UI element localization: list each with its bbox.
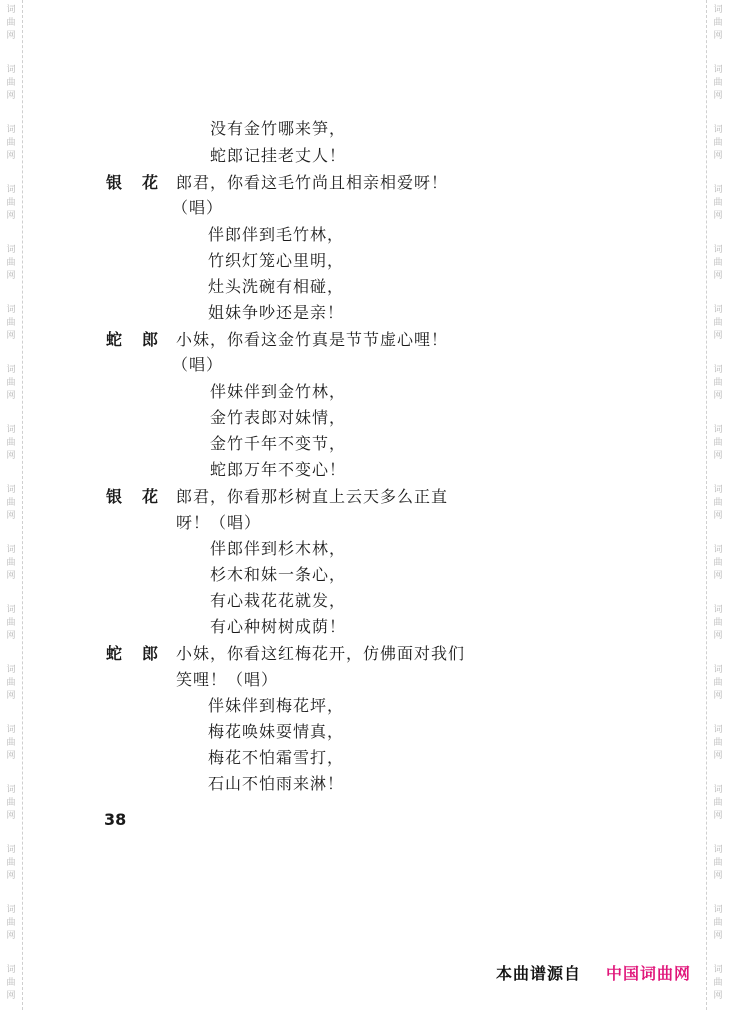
watermark-block: 词 曲 网 bbox=[6, 965, 16, 1001]
verse-line: 伴妹伴到梅花坪， bbox=[208, 696, 345, 715]
watermark-block: 词 曲 网 bbox=[713, 845, 723, 881]
watermark-block: 词 曲 网 bbox=[713, 65, 723, 101]
watermark-block: 词 曲 网 bbox=[713, 965, 723, 1001]
verse-line: 有心种树树成荫！ bbox=[210, 617, 347, 636]
watermark-block: 词 曲 网 bbox=[713, 905, 723, 941]
verse-line: 没有金竹哪来笋， bbox=[210, 119, 347, 138]
watermark-block: 词 曲 网 bbox=[713, 365, 723, 401]
watermark-block: 词 曲 网 bbox=[6, 545, 16, 581]
verse-line: 竹织灯笼心里明， bbox=[208, 251, 345, 270]
watermark-block: 词 曲 网 bbox=[6, 305, 16, 341]
sing-cue: （唱） bbox=[172, 355, 224, 374]
watermark-block: 词 曲 网 bbox=[713, 305, 723, 341]
speaker-name: 蛇郎 bbox=[106, 644, 179, 663]
watermark-block: 词 曲 网 bbox=[6, 65, 16, 101]
watermark-block: 词 曲 网 bbox=[6, 905, 16, 941]
page-number: 38 bbox=[104, 810, 127, 829]
watermark-block: 词 曲 网 bbox=[713, 725, 723, 761]
watermark-block: 词 曲 网 bbox=[713, 665, 723, 701]
watermark-block: 词 曲 网 bbox=[6, 245, 16, 281]
watermark-block: 词 曲 网 bbox=[6, 125, 16, 161]
right-watermark-column bbox=[706, 0, 729, 1010]
verse-line: 姐妹争吵还是亲！ bbox=[208, 303, 345, 322]
dialogue-line-continued: 笑哩！（唱） bbox=[176, 670, 279, 689]
watermark-block: 词 曲 网 bbox=[6, 785, 16, 821]
verse-line: 灶头洗碗有相碰， bbox=[208, 277, 345, 296]
dialogue-line: 小妹，你看这金竹真是节节虚心哩！ bbox=[176, 330, 449, 349]
verse-line: 金竹表郎对妹情， bbox=[210, 408, 347, 427]
verse-line: 杉木和妹一条心， bbox=[210, 565, 347, 584]
watermark-block: 词 曲 网 bbox=[713, 545, 723, 581]
watermark-block: 词 曲 网 bbox=[6, 725, 16, 761]
watermark-block: 词 曲 网 bbox=[713, 785, 723, 821]
verse-line: 金竹千年不变节， bbox=[210, 434, 347, 453]
watermark-block: 词 曲 网 bbox=[6, 425, 16, 461]
watermark-block: 词 曲 网 bbox=[713, 245, 723, 281]
speaker-name: 蛇郎 bbox=[106, 330, 179, 349]
watermark-block: 词 曲 网 bbox=[713, 425, 723, 461]
dialogue-line: 郎君，你看这毛竹尚且相亲相爱呀！ bbox=[176, 173, 449, 192]
dialogue-line: 郎君，你看那杉树直上云天多么正直 bbox=[176, 487, 449, 506]
watermark-block: 词 曲 网 bbox=[6, 485, 16, 521]
speaker-name: 银花 bbox=[106, 487, 179, 506]
watermark-block: 词 曲 网 bbox=[6, 845, 16, 881]
watermark-block: 词 曲 网 bbox=[713, 605, 723, 641]
watermark-block: 词 曲 网 bbox=[6, 665, 16, 701]
watermark-block: 词 曲 网 bbox=[6, 5, 16, 41]
verse-line: 伴妹伴到金竹林， bbox=[210, 382, 347, 401]
verse-line: 伴郎伴到毛竹林， bbox=[208, 225, 345, 244]
watermark-block: 词 曲 网 bbox=[713, 485, 723, 521]
watermark-block: 词 曲 网 bbox=[713, 5, 723, 41]
dialogue-line: 小妹，你看这红梅花开，仿佛面对我们 bbox=[176, 644, 466, 663]
verse-line: 伴郎伴到杉木林， bbox=[210, 539, 347, 558]
watermark-block: 词 曲 网 bbox=[713, 125, 723, 161]
sing-cue: （唱） bbox=[172, 198, 224, 217]
verse-line: 蛇郎记挂老丈人！ bbox=[210, 146, 347, 165]
watermark-block: 词 曲 网 bbox=[6, 185, 16, 221]
source-label: 本曲谱源自 bbox=[496, 964, 582, 983]
watermark-block: 词 曲 网 bbox=[6, 365, 16, 401]
speaker-name: 银花 bbox=[106, 173, 179, 192]
verse-line: 蛇郎万年不变心！ bbox=[210, 460, 347, 479]
watermark-block: 词 曲 网 bbox=[6, 605, 16, 641]
watermark-block: 词 曲 网 bbox=[713, 185, 723, 221]
verse-line: 石山不怕雨来淋！ bbox=[208, 774, 345, 793]
verse-line: 梅花不怕霜雪打， bbox=[208, 748, 345, 767]
dialogue-line-continued: 呀！（唱） bbox=[176, 513, 262, 532]
left-watermark-column bbox=[0, 0, 23, 1010]
source-site-link[interactable]: 中国词曲网 bbox=[606, 964, 692, 983]
verse-line: 梅花唤妹耍情真， bbox=[208, 722, 345, 741]
verse-line: 有心栽花花就发， bbox=[210, 591, 347, 610]
